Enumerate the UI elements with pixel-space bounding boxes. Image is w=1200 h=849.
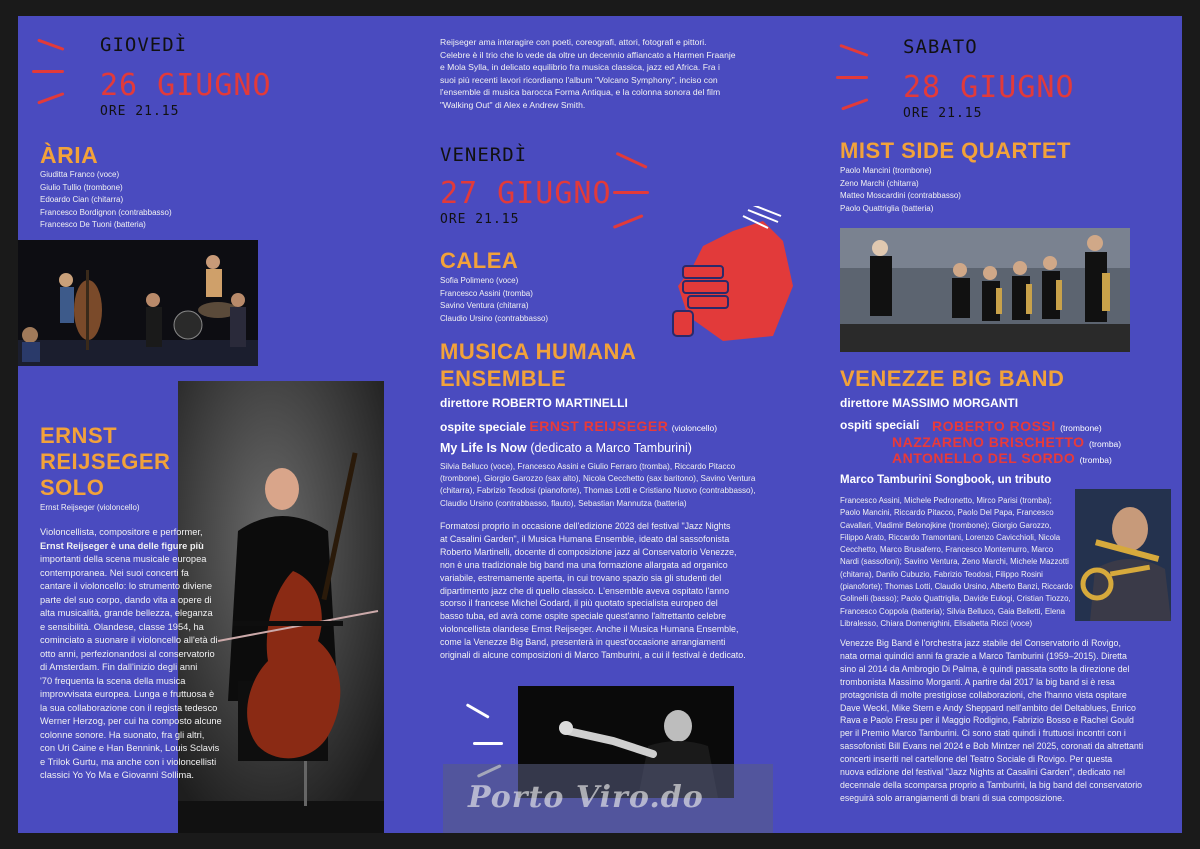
bio-line: improvvisata europea. Lunga e fruttuosa è [40, 689, 215, 699]
program-note: (dedicato a Marco Tamburini) [530, 441, 692, 455]
ensemble-description [440, 520, 812, 662]
bio-line: '70 frequenta la scena della musica [40, 675, 186, 686]
guest-line [440, 418, 717, 434]
guest-name: NAZZARENO BRISCHETTO [892, 434, 1085, 450]
soloist-bio [40, 526, 250, 783]
desc-line: nuova edizione del festival "Jazz Nights at Casalini Garden", dedicato nel [840, 767, 1125, 778]
intro-line: l'ensemble di musica barocca Forma Antiqua, e la colonna sonora del film [440, 87, 721, 97]
desc-line: at Casalini Garden", il Musica Humana Ensemble, ideato dal sassofonista [440, 533, 730, 544]
bigband-description [840, 637, 1170, 805]
band-title: ÀRIA [40, 142, 99, 168]
desc-line: violoncellista olandese Ernst Reijseger. Anche il Musica Humana Ensemble, [440, 624, 739, 635]
intro-line: Reijseger ama interagire con poeti, coreografi, attori, fotografi e pittori. [440, 37, 707, 47]
bio-line: classici Yo Yo Ma e Giovanni Sollima. [40, 770, 195, 780]
members-line: (chitarra), Danilo Cubuzio, Fabrizio Teodosi, Filippo Rosini [840, 569, 1043, 579]
bio-line: Ernst Reijseger è una delle figure più [40, 540, 204, 551]
ensemble-title [440, 338, 636, 392]
accent-ray [836, 76, 868, 79]
bio-line: colonne sonore. Ha suonato, fra gli altri, [40, 729, 205, 740]
guest-name: ROBERTO ROSSI [932, 418, 1056, 434]
brochure-panel [18, 16, 1182, 833]
ensemble-members [440, 461, 812, 510]
aria-band-photo [18, 240, 258, 366]
title-line: ERNST [40, 423, 118, 448]
member-line: Francesco De Tuoni (batteria) [40, 220, 146, 230]
desc-line: concerti inseriti nel cartellone del Teatro Sociale di Rovigo. Per questa [840, 754, 1113, 765]
member-line: Paolo Mancini (trombone) [840, 166, 932, 175]
reijseger-intro [440, 36, 810, 111]
members-line: Francesco Assini, Michele Pedronetto, Mirco Parisi (tromba); [840, 496, 1052, 505]
accent-ray [841, 98, 868, 110]
member-line: Francesco Bordignon (contrabbasso) [40, 207, 172, 217]
desc-line: nata ormai quindici anni fa grazie a Marco Tamburini (1959–2015). Diretta [840, 650, 1127, 661]
desc-line: decennale della scomparsa proprio a Tamburini, la big band del conservatorio [840, 779, 1143, 790]
soloist-title [40, 423, 170, 501]
bio-line: alta musicalità, grande bellezza, eleganza [40, 608, 213, 618]
column-friday [423, 16, 813, 833]
date-label: 27 GIUGNO [440, 176, 612, 211]
members-line: Golinelli (basso); Paolo Quattriglia, Davide Eulogi, Cristian Tiozzo, [840, 594, 1071, 604]
desc-line: Venezze Big Band è l'orchestra jazz stabile del Conservatorio di Rovigo, [840, 638, 1121, 648]
accent-ray [32, 70, 64, 73]
member-line: Giuditta Franco (voce) [40, 170, 120, 179]
desc-line: protagonista di molte prestigiose collaborazioni, che l'hanno vista ospitare [840, 689, 1127, 700]
band-title: MIST SIDE QUARTET [840, 138, 1071, 163]
members-line: Cecchetto, Marco Brusaferro, Francesco Montemurro, Marco [840, 545, 1054, 555]
members-line: Silvia Belluco (voce), Francesco Assini e Giulio Ferraro (tromba), Riccardo Pitacco [440, 462, 736, 471]
band-title: CALEA [440, 248, 519, 273]
accent-ray [37, 92, 64, 104]
bio-line: di Amsterdam. Fin dall'inizio degli anni [40, 662, 198, 672]
bio-line: parte del suo corpo, dando vita a opere di [40, 594, 212, 605]
members-line: (pianoforte); Thomas Lotti, Claudio Ursino, Alberto Banzi, Riccardo [840, 582, 1073, 592]
title-line: MUSICA HUMANA [440, 339, 637, 364]
director-label: direttore [840, 396, 889, 410]
members-line: Paolo Mancini, Riccardo Pitacco, Paolo Del Papa, Francesco [840, 508, 1054, 518]
bio-line: importanti della scena musicale europea [40, 554, 207, 564]
time-label: ORE 21.15 [100, 104, 180, 119]
guest-role: (violoncello) [671, 423, 718, 433]
desc-line: Formatosi proprio in occasione dell'edizione 2023 del festival "Jazz Nights [440, 521, 731, 531]
day-label: VENERDÌ [440, 144, 528, 166]
time-label: ORE 21.15 [440, 212, 520, 227]
bio-line: con Uri Caine e Han Bennink, Louis Sclavis [40, 743, 220, 753]
director-label: direttore [440, 396, 489, 410]
members-line: Libralesso, Chiara Domenighini, Elisabetta Ricci (voce) [840, 618, 1033, 628]
member-line: Savino Ventura (chitarra) [440, 301, 529, 311]
members-line: Cavallari, Vladimir Belonojkine (trombone); Giorgio Garozzo, [840, 520, 1052, 530]
program-title: Marco Tamburini Songbook, un tributo [840, 474, 1052, 486]
accent-ray [466, 703, 490, 719]
guest-role: (tromba) [1079, 455, 1112, 465]
guest-name: ERNST REIJSEGER [529, 418, 669, 434]
director-name: ROBERTO MARTINELLI [492, 396, 628, 410]
intro-line: e Mola Sylla, in delicato equilibrio fra musica classica, jazz ed Africa. Fra i [440, 62, 720, 72]
members-line: (chitarra), Fabrizio Teodosi (pianoforte), Thomas Lotti e Cristiano Nuovo (contrabbasso), [440, 486, 756, 496]
members-line: Nardi (sassofoni); Savino Ventura, Zeno Marchi, Michele Mazzotti [840, 557, 1069, 567]
director-line [840, 396, 1018, 410]
member-line: Giulio Tullio (trombone) [40, 182, 123, 192]
bio-line: cominciato a suonare il violoncello all'età di [40, 635, 218, 645]
desc-line: Rava e Paolo Fresu per il Maggio Rodigino, Fabrizio Bosso e Rachel Gould [840, 715, 1134, 726]
title-line: ENSEMBLE [440, 366, 567, 391]
desc-line: variabile, estremamente aperta, in cui trovano spazio sia gli studenti del [440, 572, 722, 583]
member-line: Sofia Polimeno (voce) [440, 276, 519, 285]
member-line: Matteo Moscardini (contrabbasso) [840, 191, 961, 201]
band-members [440, 275, 640, 325]
desc-line: sino al 2014 da Ambrogio Di Palma, è quindi passata sotto la direzione del [840, 663, 1130, 674]
member-line: Zeno Marchi (chitarra) [840, 178, 919, 188]
day-label: GIOVEDÌ [100, 34, 188, 56]
desc-line: basso tuba, ed avrà come ospite speciale quest'anno l'altrettanto celebre [440, 611, 727, 622]
member-line: Paolo Quattriglia (batteria) [840, 203, 934, 213]
watermark-logo: Porto Viro.do [468, 780, 704, 815]
soloist-subtitle: Ernst Reijseger (violoncello) [40, 503, 140, 512]
guest-line [892, 450, 1112, 468]
desc-line: come la Venezze Big Band, presenterà in quest'occasione arrangiamenti [440, 637, 726, 648]
date-label: 28 GIUGNO [903, 70, 1075, 105]
accent-ray [613, 191, 649, 194]
desc-line: sassofonisti Bill Evans nel 2024 e Bob Mintzer nel 2025, coronati da altrettanti [840, 741, 1144, 752]
accent-ray [473, 742, 503, 745]
guest-name: ANTONELLO DEL SORDO [892, 450, 1076, 466]
bio-line: otto anni, perfezionandosi al conservatorio [40, 648, 215, 659]
desc-line: non è una tradizionale big band ma una formazione allargata ad organico [440, 559, 728, 570]
guest-role: (tromba) [1088, 439, 1122, 449]
band-members [840, 165, 1040, 215]
hand-icon [663, 206, 803, 346]
desc-line: originali di alcune composizioni di Marco Tamburini, a cui il festival è dedicato. [440, 650, 746, 661]
bio-line: la sua collaborazione con il regista tedesco [40, 702, 218, 713]
day-label: SABATO [903, 36, 978, 58]
members-line: Francesco Coppola (batteria); Silvia Belluco, Gaia Belletti, Elena [840, 606, 1065, 616]
intro-line: suoi più recenti lavori ricordiamo l'album "Volcano Symphony", inciso con [440, 74, 718, 85]
program-title: My Life Is Now [440, 441, 527, 455]
bigband-title: VENEZZE BIG BAND [840, 366, 1065, 391]
guest-role: (trombone) [1060, 423, 1102, 433]
bigband-members [840, 495, 1080, 630]
bio-line: contemporanea. Nei suoi concerti fa [40, 567, 189, 578]
member-line: Edoardo Cian (chitarra) [40, 195, 124, 205]
time-label: ORE 21.15 [903, 106, 983, 121]
column-thursday [18, 16, 418, 833]
member-line: Claudio Ursino (contrabbasso) [440, 313, 549, 323]
desc-line: scorso il francese Michel Godard, il più quotato specialista europeo del [440, 598, 718, 609]
bio-line: e Trilok Gurtu, ma anche con i violoncellisti [40, 756, 217, 767]
desc-line: eseguirà solo arrangiamenti di brani di sua composizione. [840, 792, 1065, 803]
trombonist-photo [1075, 489, 1171, 621]
desc-line: trombonista Massimo Morganti. A partire dal 2017 la big band si è resa [840, 676, 1115, 687]
members-line: Claudio Ursino (contrabbasso, flauto), Sebastian Mannutza (batteria) [440, 498, 687, 508]
bio-line: Werner Herzog, per cui ha composto alcune [40, 716, 222, 726]
desc-line: dipartimento jazz che di quello classico. L'ensemble aveva ospitato l'anno [440, 585, 730, 596]
accent-ray [613, 214, 644, 229]
director-name: MASSIMO MORGANTI [892, 396, 1019, 410]
accent-ray [839, 44, 868, 57]
bio-line: Violoncellista, compositore e performer, [40, 527, 203, 537]
big-band-photo [840, 228, 1130, 352]
guests-label: ospiti speciali [840, 418, 920, 432]
band-members [40, 169, 240, 232]
intro-line: "Walking Out" di Alex e Andrew Smith. [440, 99, 586, 110]
member-line: Francesco Assini (tromba) [440, 288, 533, 298]
desc-line: per il Premio Marco Tamburini. Ci sono stati quindi i fruttuosi incontri con i [840, 728, 1126, 739]
accent-ray [616, 152, 648, 169]
desc-line: Dave Weckl, Mike Stern e Andy Sheppard nell'ambito del Deltablues, Enrico [840, 702, 1136, 713]
bio-line: cantare il violoncello: lo strumento diviene [40, 581, 213, 591]
members-line: (trombone), Giorgio Garozzo (sax alto), Nicola Cecchetto (sax baritono), Savino Ventura [440, 474, 756, 484]
title-line: SOLO [40, 475, 105, 500]
date-label: 26 GIUGNO [100, 68, 272, 103]
members-line: Filippo Arato, Riccardo Tramontani, Lorenzo Cavicchioli, Nicola [840, 532, 1061, 542]
column-saturday [818, 16, 1182, 833]
program-line [440, 441, 692, 455]
intro-line: Celebre è il trio che lo vede da oltre un decennio affiancato a Harmen Fraanje [440, 49, 736, 60]
desc-line: Roberto Martinelli, docente di composizione jazz al Conservatorio Venezze, [440, 546, 737, 557]
guest-label: ospite speciale [440, 420, 527, 434]
director-line [440, 396, 628, 410]
accent-ray [37, 39, 64, 51]
bio-line: e sensibilità. Olandese, classe 1954, ha [40, 621, 204, 632]
title-line: REIJSEGER [40, 449, 171, 474]
